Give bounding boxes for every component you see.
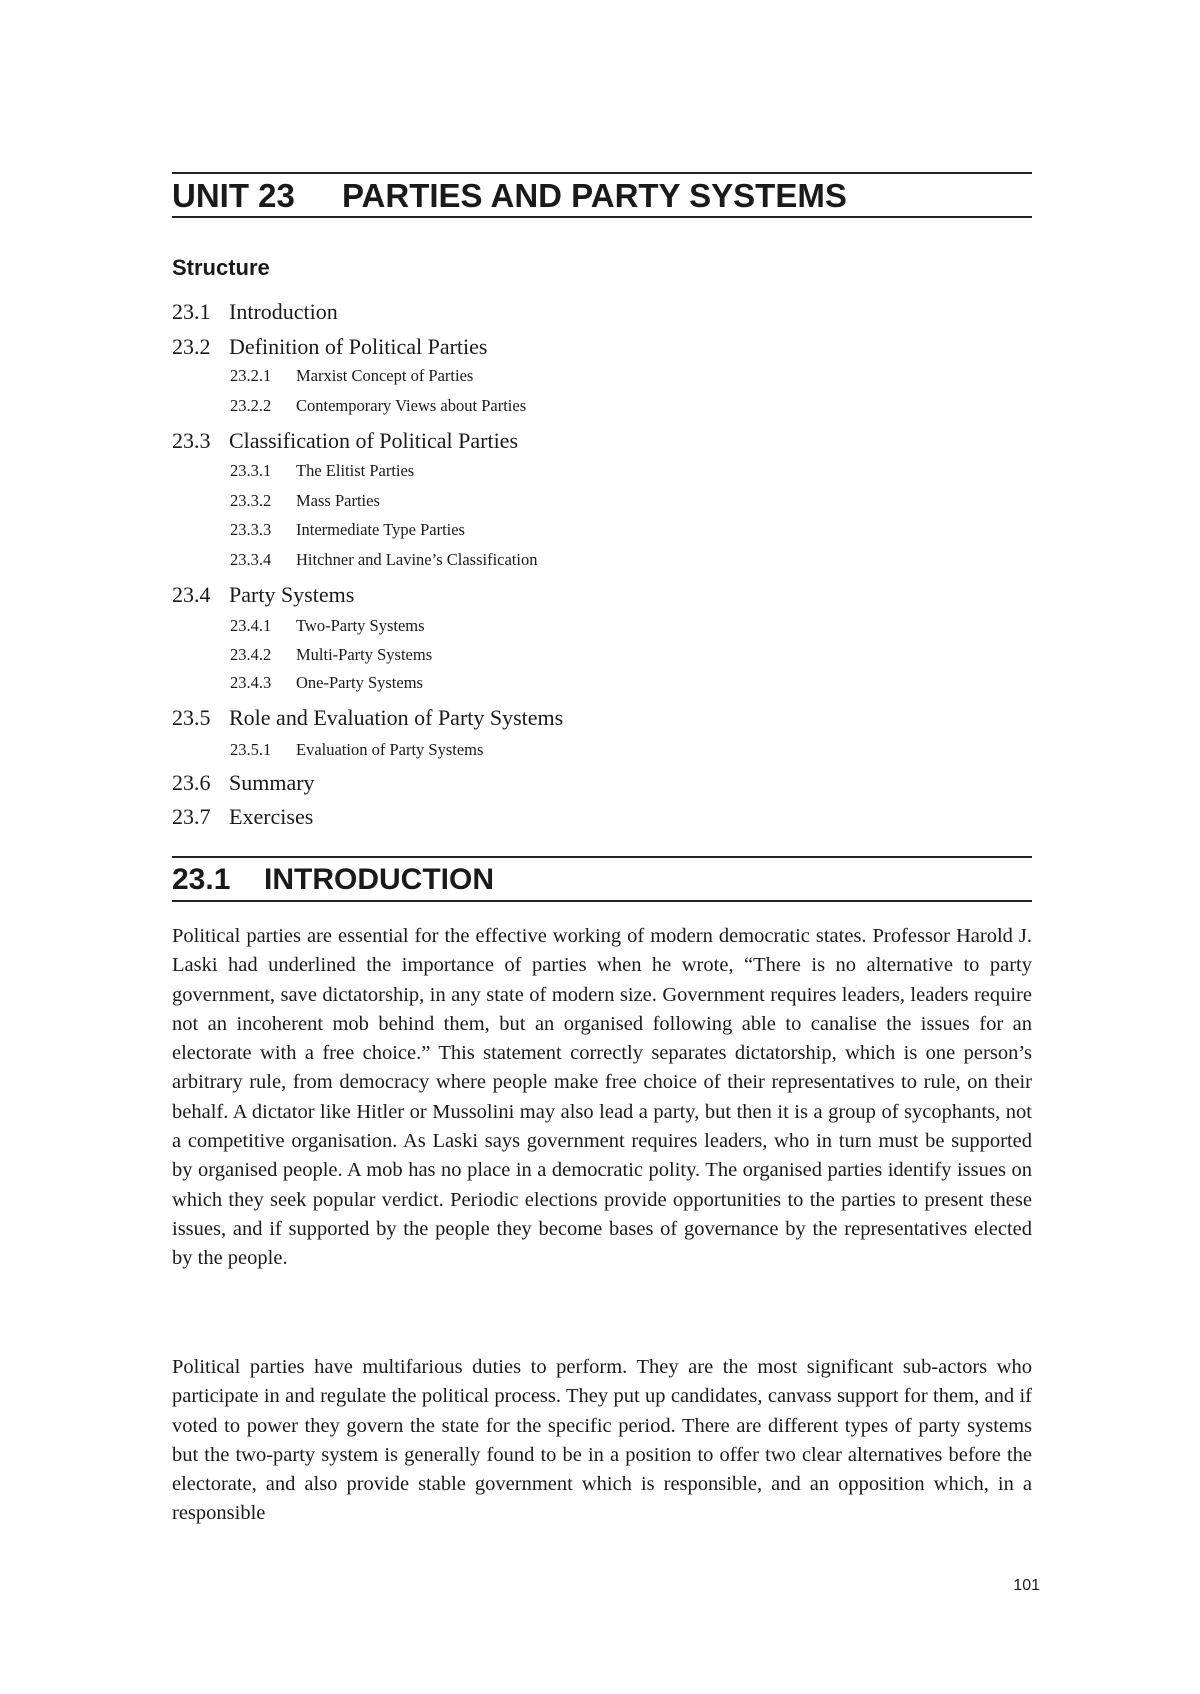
page-number: 101 bbox=[1013, 1577, 1040, 1594]
toc-item-number: 23.4.2 bbox=[230, 645, 272, 664]
toc-item-number: 23.2.2 bbox=[230, 396, 272, 415]
section-title-text: INTRODUCTION bbox=[264, 863, 494, 896]
toc-item bbox=[172, 333, 487, 361]
toc-item bbox=[230, 615, 425, 637]
toc-item-label: Exercises bbox=[229, 804, 314, 829]
toc-item-label: Definition of Political Parties bbox=[229, 334, 488, 359]
toc-item-label: Mass Parties bbox=[296, 491, 380, 510]
toc-item bbox=[230, 644, 432, 666]
section-title bbox=[172, 856, 1032, 902]
toc-item bbox=[230, 365, 473, 387]
toc-item-label: One-Party Systems bbox=[296, 673, 423, 692]
toc-item bbox=[172, 769, 315, 797]
toc-item-label: Two-Party Systems bbox=[296, 616, 425, 635]
unit-title-text: PARTIES AND PARTY SYSTEMS bbox=[342, 177, 847, 214]
toc-item bbox=[172, 427, 518, 455]
toc-item bbox=[172, 581, 354, 609]
toc-item bbox=[172, 298, 338, 326]
toc-item-number: 23.1 bbox=[172, 299, 211, 324]
toc-item-number: 23.4 bbox=[172, 582, 211, 607]
toc-item-number: 23.5 bbox=[172, 705, 211, 730]
toc-item-label: Hitchner and Lavine’s Classification bbox=[296, 550, 538, 569]
toc-item-number: 23.5.1 bbox=[230, 740, 272, 759]
structure-heading: Structure bbox=[172, 255, 270, 280]
toc-item bbox=[172, 704, 563, 732]
toc-item-label: Role and Evaluation of Party Systems bbox=[229, 705, 564, 730]
paragraph: Political parties are essential for the effective working of modern democratic states. Professor Harold J. Laski had underlined the importance of parties when he wrote, “There is no alternative to party government, save dictatorship, in any state of modern size. Government requires leaders, leaders require not an incoherent mob behind them, but an organised following able to canalise the issues for an electorate with a free choice.” This statement correctly separates dictatorship, which is one person’s arbitrary rule, from democracy where people make free choice of their representatives to rule, on their behalf. A dictator like Hitler or Mussolini may also lead a party, but then it is a group of sycophants, not a competitive organisation. As Laski says government requires leaders, who in turn must be supported by organised people. A mob has no place in a democratic polity. The organised parties identify issues on which they seek popular verdict. Periodic elections provide opportunities to the parties to present these issues, and if supported by the people they become bases of governance by the representatives elected by the people. bbox=[172, 925, 1032, 1270]
toc-item-label: Introduction bbox=[229, 299, 338, 324]
toc-item bbox=[230, 739, 483, 761]
toc-item-number: 23.3 bbox=[172, 428, 211, 453]
unit-number: UNIT 23 bbox=[172, 177, 295, 214]
toc-item-number: 23.4.3 bbox=[230, 673, 272, 692]
toc-item-number: 23.3.2 bbox=[230, 491, 272, 510]
toc-item bbox=[230, 490, 380, 512]
toc-item-number: 23.2.1 bbox=[230, 366, 272, 385]
toc-item-label: Evaluation of Party Systems bbox=[296, 740, 484, 759]
toc-item-number: 23.3.3 bbox=[230, 520, 272, 539]
toc-item-number: 23.3.1 bbox=[230, 461, 272, 480]
toc-item-label: Multi-Party Systems bbox=[296, 645, 433, 664]
unit-title bbox=[172, 172, 1032, 218]
toc-item-label: Marxist Concept of Parties bbox=[296, 366, 474, 385]
toc-item-label: Intermediate Type Parties bbox=[296, 520, 465, 539]
toc-item bbox=[230, 395, 526, 417]
toc-item-label: Contemporary Views about Parties bbox=[296, 396, 527, 415]
toc-item bbox=[230, 460, 414, 482]
toc-item bbox=[230, 519, 465, 541]
toc-item-number: 23.6 bbox=[172, 770, 211, 795]
section-number: 23.1 bbox=[172, 863, 231, 896]
toc-item-label: The Elitist Parties bbox=[296, 461, 415, 480]
toc-item-number: 23.2 bbox=[172, 334, 211, 359]
toc-item bbox=[230, 672, 423, 694]
toc-item-label: Party Systems bbox=[229, 582, 355, 607]
toc-item-label: Summary bbox=[229, 770, 315, 795]
toc-item bbox=[172, 803, 313, 831]
toc-item-label: Classification of Political Parties bbox=[229, 428, 519, 453]
toc-item-number: 23.4.1 bbox=[230, 616, 272, 635]
toc-item-number: 23.7 bbox=[172, 804, 211, 829]
toc-item bbox=[230, 549, 537, 571]
toc-item-number: 23.3.4 bbox=[230, 550, 272, 569]
paragraph: Political parties have multifarious duties to perform. They are the most significant sub-actors who participate in and regulate the political process. They put up candidates, canvass support for them, and if voted to power they govern the state for the specific period. There are different types of party systems but the two-party system is generally found to be in a position to offer two clear alternatives before the electorate, and also provide stable government which is responsible, and an opposition which, in a responsible bbox=[172, 1356, 1032, 1525]
